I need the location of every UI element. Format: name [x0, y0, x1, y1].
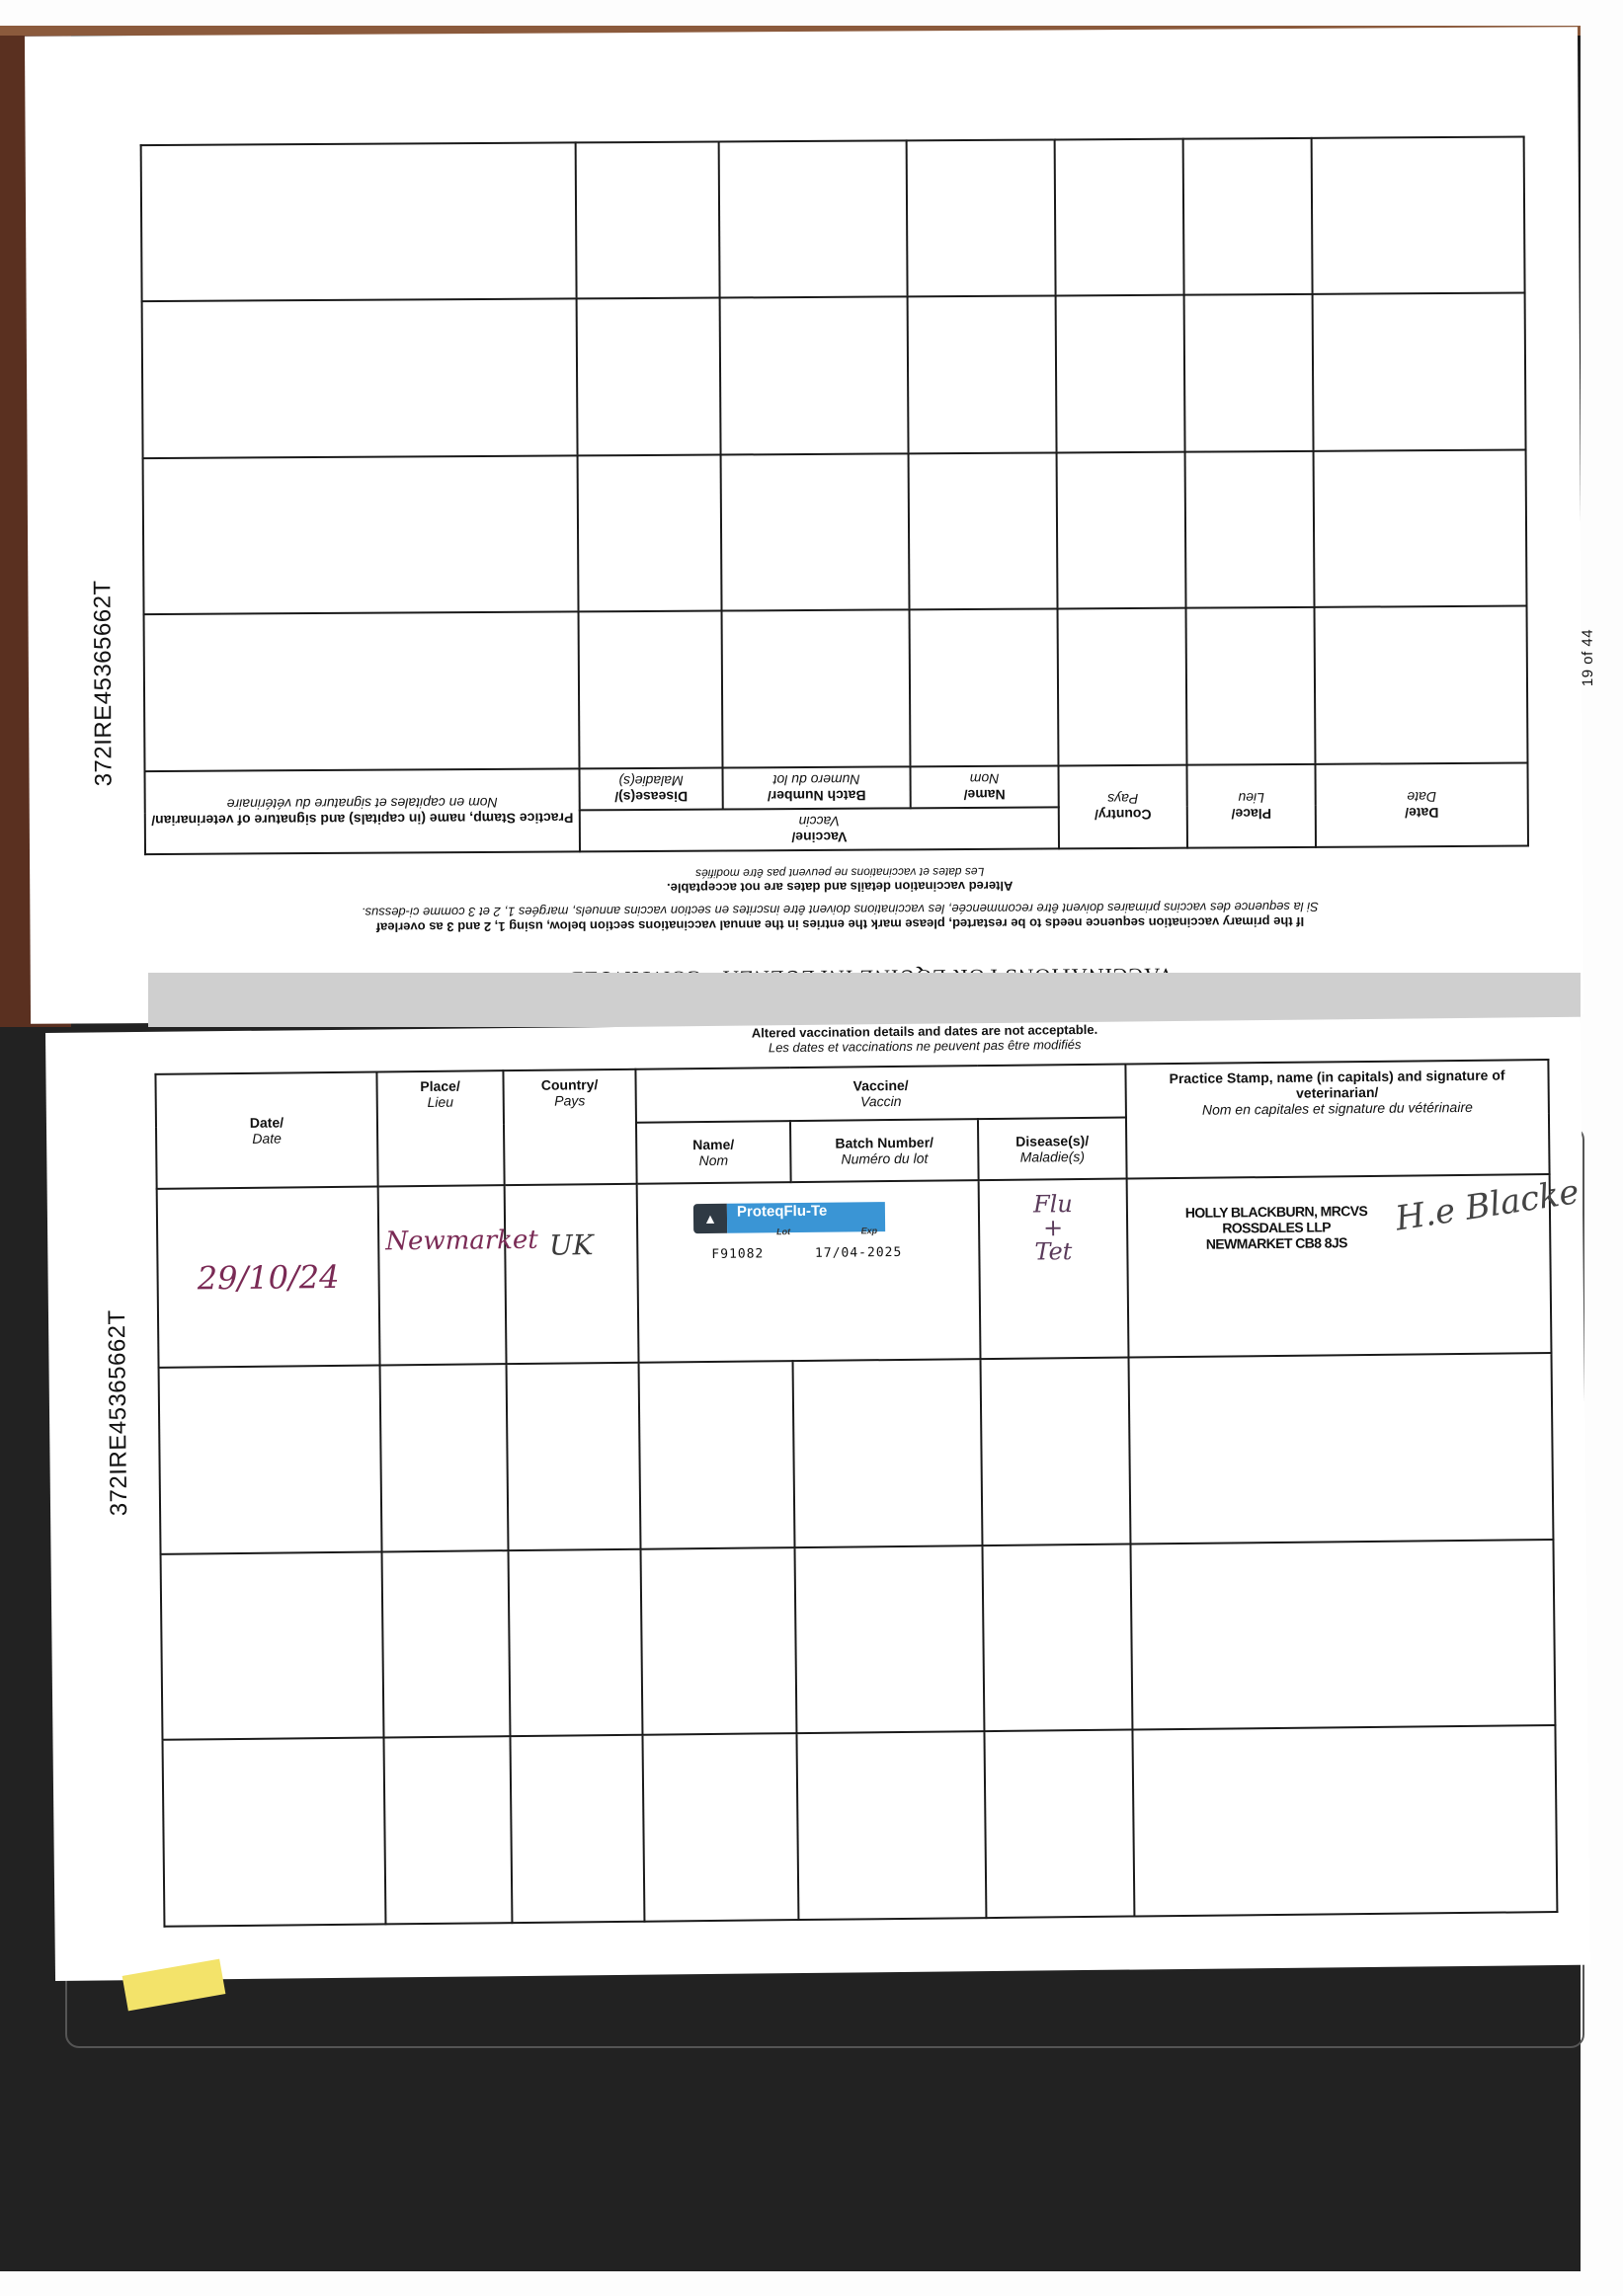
disease-tet: Tet	[1034, 1237, 1073, 1266]
entry-date: 29/10/24	[197, 1257, 340, 1298]
sticker-lot-label: Lot	[776, 1227, 791, 1237]
entry-country-cell	[505, 1184, 639, 1364]
upper-header-disease: Disease(s)/ Maladie(s)	[579, 767, 722, 810]
upper-warning-en: Altered vaccination details and dates are not acceptable.	[666, 878, 1014, 896]
upper-table-row	[143, 449, 1527, 614]
lower-warning	[628, 1021, 1221, 1057]
stamp-vet-name: HOLLY BLACKBURN, MRCVS	[1184, 1203, 1368, 1222]
upper-page	[25, 27, 1597, 1024]
upper-header-vaccine: Vaccine/ Vaccin	[580, 807, 1059, 851]
lower-warning-en: Altered vaccination details and dates are not acceptable.	[751, 1021, 1098, 1041]
upper-document-id: 372IRE45365662T	[89, 580, 118, 787]
lower-vaccination-table	[154, 1059, 1582, 1928]
entry-date-cell	[157, 1187, 380, 1368]
table-row	[159, 1353, 1554, 1553]
upper-table-row	[142, 293, 1526, 458]
sticker-exp-label: Exp	[860, 1226, 878, 1236]
header-date: Date/ Date	[155, 1071, 377, 1189]
stamp-address: NEWMARKET CB8 8JS	[1205, 1234, 1347, 1253]
header-practice-stamp: Practice Stamp, name (in capitals) and signature of veterinarian/ Nom en capitales et signature du vétérinaire	[1125, 1060, 1549, 1179]
upper-table-row	[144, 606, 1528, 771]
upper-header-name: Name/ Nom	[910, 765, 1058, 808]
upper-header-place: Place/ Lieu	[1186, 763, 1316, 847]
expiry-date: 17/04-2025	[814, 1245, 903, 1262]
upper-table-row	[141, 137, 1525, 302]
header-disease: Disease(s)/ Maladie(s)	[978, 1117, 1127, 1180]
lower-warning-fr: Les dates et vaccinations ne peuvent pas être modifiés	[768, 1037, 1082, 1056]
page-number: 19 of 44	[1579, 628, 1597, 687]
entry-disease-cell	[979, 1179, 1129, 1360]
sticker-brand	[727, 1202, 885, 1237]
upper-warning-fr: Les dates et vaccinations ne peuvent pas être modifiés	[695, 864, 985, 881]
entry-disease	[980, 1192, 1127, 1265]
entry-place: Newmarket	[385, 1226, 538, 1257]
sticker-banner	[693, 1201, 978, 1237]
upper-instructions	[227, 862, 1452, 936]
entry-vaccine-label-cell	[637, 1180, 981, 1363]
upper-header-date: Date/ Date	[1315, 762, 1528, 847]
vaccine-batch-sticker	[693, 1201, 979, 1262]
header-country: Country/ Pays	[503, 1069, 636, 1186]
table-row	[161, 1540, 1556, 1740]
upper-vaccination-table	[140, 136, 1529, 856]
upper-header-country: Country/ Pays	[1058, 764, 1187, 848]
table-row-entry	[157, 1174, 1552, 1368]
header-place: Place/ Lieu	[376, 1070, 504, 1187]
disease-flu: Flu	[1032, 1190, 1073, 1219]
table-row	[163, 1725, 1558, 1926]
lower-document-id: 372IRE45365662T	[103, 1309, 133, 1517]
entry-country: UK	[548, 1228, 594, 1263]
upper-instruction-en: If the primary vaccination sequence needs to be restarted, please mark the entries in the annual vaccinations section below, using 1, 2 and 3 as overleaf	[375, 913, 1305, 935]
sticker-numbers	[711, 1244, 978, 1262]
entry-stamp-cell	[1127, 1172, 1582, 1357]
entry-place-cell	[378, 1185, 538, 1365]
lower-page	[45, 1017, 1590, 1981]
practice-stamp	[1168, 1203, 1385, 1252]
upper-header-batch: Batch Number/ Numero du lot	[722, 766, 910, 809]
lot-number: F91082	[711, 1246, 765, 1263]
disease-plus: +	[1042, 1214, 1064, 1242]
header-vaccine-name: Name/ Nom	[636, 1121, 791, 1184]
upper-table-wrapper	[142, 136, 1529, 856]
vet-signature: H.e Blacke	[1392, 1172, 1582, 1239]
vaccine-name: ProteqFlu-Te	[736, 1203, 828, 1222]
header-vaccine: Vaccine/ Vaccin	[635, 1065, 1126, 1123]
horse-icon: ▲	[693, 1204, 727, 1233]
header-batch-number: Batch Number/ Numéro du lot	[790, 1119, 979, 1182]
upper-header-stamp: Practice Stamp, name (in capitals) and signature of veterinarian/ Nom en capitales et signature du vétérinaire	[144, 768, 580, 854]
upper-instruction-fr: Si la sequence des vaccins primaires doivent être recommencée, les vaccinations doivent être inscrites en section vaccins annuels, margées 1, 2 et 3 comme ci-dessus.	[361, 899, 1319, 920]
stamp-practice: ROSSDALES LLP	[1222, 1219, 1332, 1236]
